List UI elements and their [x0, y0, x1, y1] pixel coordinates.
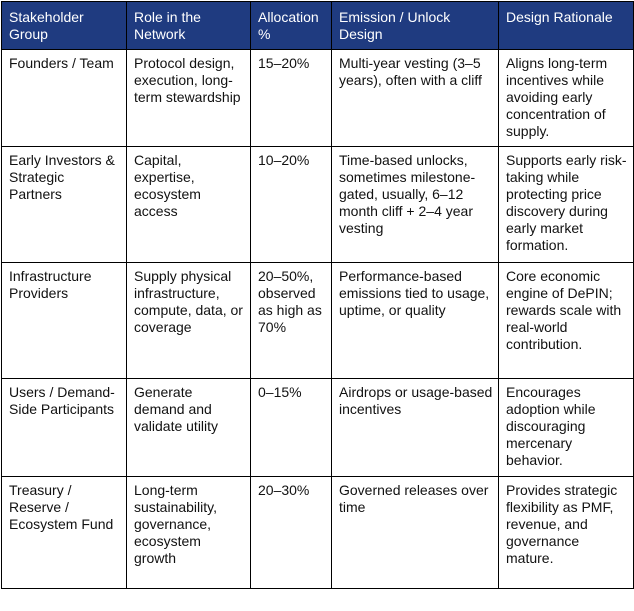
- table-cell: Encourages adoption while discouraging mercenary behavior.: [499, 379, 634, 477]
- table-cell: Founders / Team: [2, 50, 127, 147]
- table-row: [2, 379, 634, 477]
- table-cell: Aligns long-term incentives while avoiding early concentration of supply.: [499, 50, 634, 147]
- table-cell: Early Investors & Strategic Partners: [2, 147, 127, 263]
- table-cell: Performance-based emissions tied to usage, uptime, or quality: [332, 263, 499, 379]
- table-cell: Users / Demand-Side Participants: [2, 379, 127, 477]
- column-header-role: Role in the Network: [127, 2, 251, 50]
- table-cell: 20–50%, observed as high as 70%: [251, 263, 332, 379]
- table-cell: Generate demand and validate utility: [127, 379, 251, 477]
- table-row: [2, 50, 634, 147]
- column-header-stakeholder-group: Stakeholder Group: [2, 2, 127, 50]
- table-cell: Treasury / Reserve / Ecosystem Fund: [2, 477, 127, 589]
- table-cell: Time-based unlocks, sometimes milestone-gated, usually, 6–12 month cliff + 2–4 year vesting: [332, 147, 499, 263]
- table-cell: Governed releases over time: [332, 477, 499, 589]
- stakeholder-allocation-table: [1, 1, 634, 589]
- table-cell: Protocol design, execution, long-term stewardship: [127, 50, 251, 147]
- table-cell: Provides strategic flexibility as PMF, revenue, and governance mature.: [499, 477, 634, 589]
- column-header-rationale: Design Rationale: [499, 2, 634, 50]
- table-cell: Capital, expertise, ecosystem access: [127, 147, 251, 263]
- table-row: [2, 147, 634, 263]
- table-cell: 15–20%: [251, 50, 332, 147]
- table-cell: Supports early risk-taking while protecting price discovery during early market formation.: [499, 147, 634, 263]
- column-header-emission-design: Emission / Unlock Design: [332, 2, 499, 50]
- table-cell: Infrastructure Providers: [2, 263, 127, 379]
- table-header-row: [2, 2, 634, 50]
- table-cell: Supply physical infrastructure, compute, data, or coverage: [127, 263, 251, 379]
- table-cell: 0–15%: [251, 379, 332, 477]
- table-row: [2, 263, 634, 379]
- table-cell: Core economic engine of DePIN; rewards scale with real-world contribution.: [499, 263, 634, 379]
- table-row: [2, 477, 634, 589]
- table-cell: Airdrops or usage-based incentives: [332, 379, 499, 477]
- table-cell: Long-term sustainability, governance, ecosystem growth: [127, 477, 251, 589]
- table-cell: Multi-year vesting (3–5 years), often with a cliff: [332, 50, 499, 147]
- column-header-allocation: Allocation %: [251, 2, 332, 50]
- table-cell: 10–20%: [251, 147, 332, 263]
- table-cell: 20–30%: [251, 477, 332, 589]
